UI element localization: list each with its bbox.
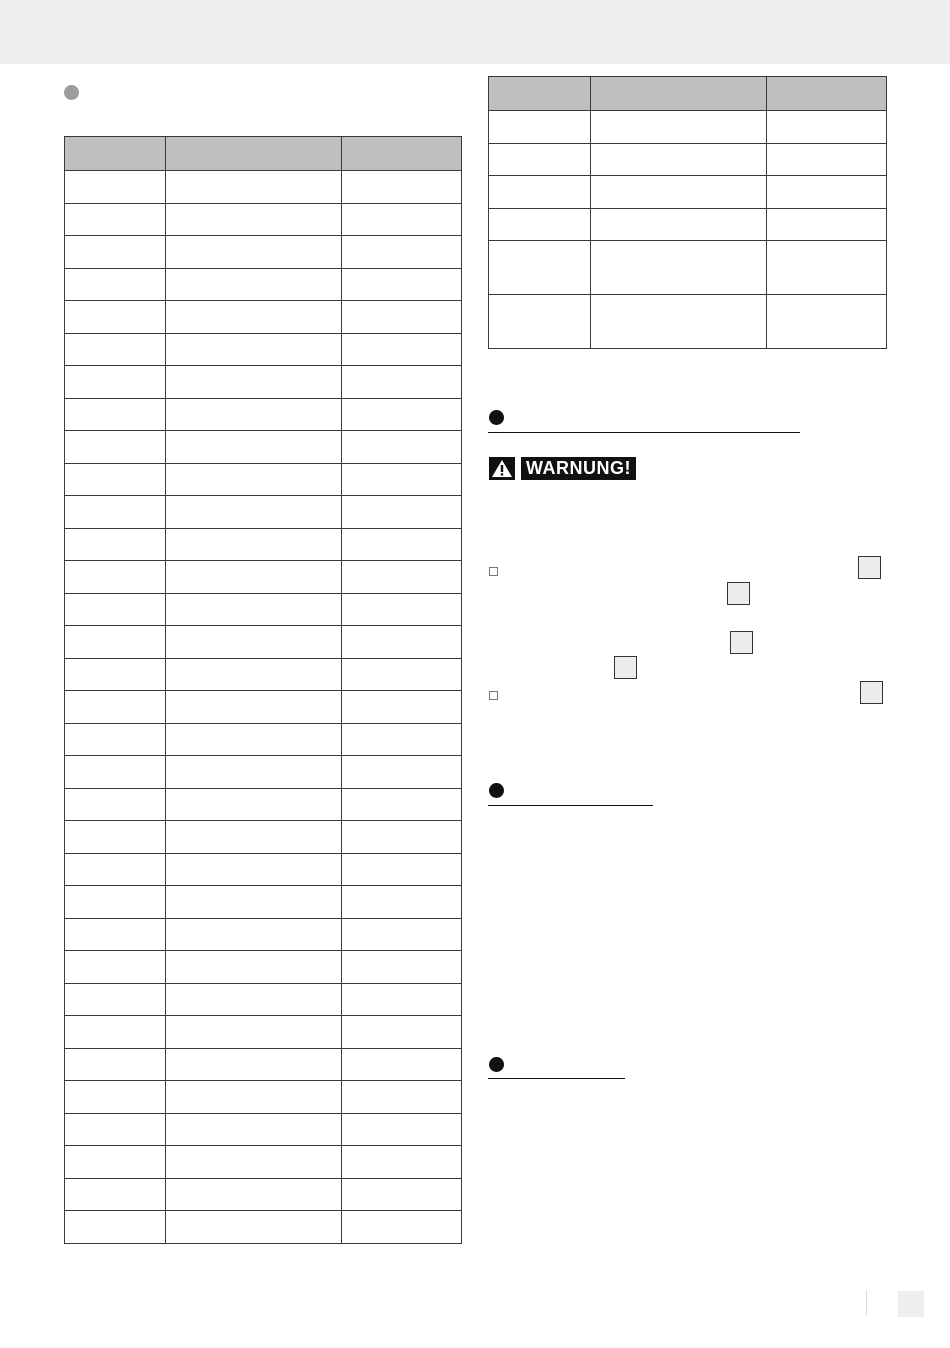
table-cell <box>166 561 342 594</box>
table-cell <box>489 143 591 176</box>
table-cell <box>342 886 462 919</box>
table-cell <box>65 1016 166 1049</box>
table-cell <box>342 1211 462 1244</box>
table-cell <box>342 788 462 821</box>
table-cell <box>166 496 342 529</box>
section-heading-rule <box>488 432 800 433</box>
table-cell <box>342 203 462 236</box>
table-cell <box>65 398 166 431</box>
table-cell <box>65 366 166 399</box>
table-row <box>489 143 887 176</box>
table-cell <box>342 723 462 756</box>
table-cell <box>342 1146 462 1179</box>
table-cell <box>65 918 166 951</box>
table-cell <box>166 236 342 269</box>
table-cell <box>65 268 166 301</box>
table-row <box>489 208 887 241</box>
table-row <box>65 333 462 366</box>
table-row <box>65 951 462 984</box>
table-cell <box>65 171 166 204</box>
table-row <box>65 496 462 529</box>
table-cell <box>166 203 342 236</box>
table-row <box>65 886 462 919</box>
table-row <box>65 756 462 789</box>
table-cell <box>166 788 342 821</box>
table-row <box>65 853 462 886</box>
table-cell <box>65 431 166 464</box>
table-cell <box>65 1048 166 1081</box>
table-cell <box>166 626 342 659</box>
table-row <box>65 561 462 594</box>
section-heading-rule <box>488 805 653 806</box>
table-cell <box>767 241 887 295</box>
table-cell <box>342 171 462 204</box>
table-cell <box>65 203 166 236</box>
table-cell <box>767 111 887 144</box>
table-row <box>65 398 462 431</box>
table-cell <box>342 593 462 626</box>
table-cell <box>166 1211 342 1244</box>
table-row <box>65 301 462 334</box>
table-cell <box>65 723 166 756</box>
table-cell <box>342 561 462 594</box>
table-cell <box>591 111 767 144</box>
section-marker-dot <box>489 410 504 425</box>
table-cell <box>65 301 166 334</box>
table-cell <box>166 1016 342 1049</box>
table-row <box>65 1113 462 1146</box>
table-row <box>65 821 462 854</box>
table-cell <box>65 1113 166 1146</box>
table-cell <box>489 241 591 295</box>
table-row <box>489 111 887 144</box>
table-cell <box>65 886 166 919</box>
table-row <box>65 528 462 561</box>
reference-number-box <box>730 631 753 654</box>
table-cell <box>166 983 342 1016</box>
table-cell <box>65 1211 166 1244</box>
bullet-checkbox <box>489 567 498 576</box>
table-row <box>65 691 462 724</box>
table-row <box>65 788 462 821</box>
table-cell <box>166 398 342 431</box>
table-cell <box>767 208 887 241</box>
table-cell <box>166 1081 342 1114</box>
table-row <box>65 1211 462 1244</box>
table-cell <box>65 756 166 789</box>
section-marker-dot <box>489 783 504 798</box>
table-cell <box>166 658 342 691</box>
table-cell <box>166 723 342 756</box>
table-row <box>65 723 462 756</box>
table-cell <box>166 301 342 334</box>
table-cell <box>65 1178 166 1211</box>
table-cell <box>166 886 342 919</box>
table-cell <box>489 295 591 349</box>
table-cell <box>342 756 462 789</box>
table-cell <box>342 496 462 529</box>
table-cell <box>342 821 462 854</box>
table-row <box>65 171 462 204</box>
table-cell <box>489 176 591 209</box>
table-cell <box>65 463 166 496</box>
table-cell <box>342 691 462 724</box>
table-header-cell <box>166 137 342 171</box>
table-row <box>65 203 462 236</box>
table-cell <box>342 918 462 951</box>
table-row <box>65 268 462 301</box>
table-header-cell <box>342 137 462 171</box>
table-cell <box>166 1178 342 1211</box>
table-row <box>65 1016 462 1049</box>
table-cell <box>767 295 887 349</box>
table-cell <box>65 821 166 854</box>
table-row <box>65 593 462 626</box>
warning-label: WARNUNG! <box>521 457 636 480</box>
section-marker-dot <box>64 85 79 100</box>
table-cell <box>166 853 342 886</box>
reference-number-box <box>614 656 637 679</box>
table-row <box>65 626 462 659</box>
table-cell <box>342 236 462 269</box>
table-row <box>65 918 462 951</box>
table-cell <box>342 626 462 659</box>
table-cell <box>166 171 342 204</box>
table-header-cell <box>489 77 591 111</box>
table-cell <box>591 176 767 209</box>
table-cell <box>591 143 767 176</box>
table-cell <box>342 983 462 1016</box>
table-cell <box>342 1113 462 1146</box>
table-cell <box>166 821 342 854</box>
table-cell <box>342 528 462 561</box>
bullet-checkbox <box>489 691 498 700</box>
table-row <box>65 236 462 269</box>
table-row <box>65 1146 462 1179</box>
section-heading-rule <box>488 1078 625 1079</box>
table-cell <box>767 143 887 176</box>
table-cell <box>342 268 462 301</box>
footer-divider <box>866 1290 867 1316</box>
reference-number-box <box>858 556 881 579</box>
table-cell <box>166 1113 342 1146</box>
table-row <box>65 983 462 1016</box>
table-cell <box>489 208 591 241</box>
table-cell <box>65 1081 166 1114</box>
table-cell <box>342 1178 462 1211</box>
table-cell <box>342 1081 462 1114</box>
table-cell <box>591 241 767 295</box>
table-cell <box>65 788 166 821</box>
table-cell <box>65 691 166 724</box>
table-cell <box>342 1016 462 1049</box>
table-cell <box>342 658 462 691</box>
table-row <box>65 1048 462 1081</box>
table-cell <box>342 951 462 984</box>
table-row <box>65 1081 462 1114</box>
table-cell <box>342 398 462 431</box>
table-cell <box>65 1146 166 1179</box>
table-cell <box>342 463 462 496</box>
table-cell <box>342 333 462 366</box>
table-cell <box>489 111 591 144</box>
table-cell <box>342 853 462 886</box>
table-row <box>489 241 887 295</box>
table-cell <box>166 333 342 366</box>
table-row <box>65 431 462 464</box>
table-cell <box>65 983 166 1016</box>
table-cell <box>65 333 166 366</box>
table-row <box>65 1178 462 1211</box>
table-cell <box>65 236 166 269</box>
table-header-row <box>65 137 462 171</box>
table-cell <box>166 431 342 464</box>
table-cell <box>166 1048 342 1081</box>
table-cell <box>166 918 342 951</box>
table-cell <box>166 1146 342 1179</box>
table-cell <box>65 951 166 984</box>
table-cell <box>767 176 887 209</box>
table-cell <box>342 301 462 334</box>
table-cell <box>166 268 342 301</box>
table-cell <box>166 463 342 496</box>
table-header-cell <box>65 137 166 171</box>
page-number-box <box>898 1291 924 1317</box>
table-row <box>489 295 887 349</box>
table-cell <box>65 853 166 886</box>
table-cell <box>65 528 166 561</box>
page-header-band <box>0 0 950 64</box>
table-cell <box>65 561 166 594</box>
table-cell <box>591 295 767 349</box>
table-cell <box>166 691 342 724</box>
table-header-row <box>489 77 887 111</box>
parts-table-left <box>64 136 462 1244</box>
table-cell <box>65 496 166 529</box>
table-cell <box>166 593 342 626</box>
table-row <box>65 366 462 399</box>
table-cell <box>166 528 342 561</box>
table-cell <box>65 626 166 659</box>
reference-number-box <box>727 582 750 605</box>
table-cell <box>65 593 166 626</box>
table-row <box>489 176 887 209</box>
table-cell <box>342 431 462 464</box>
table-header-cell <box>767 77 887 111</box>
section-marker-dot <box>489 1057 504 1072</box>
table-cell <box>65 658 166 691</box>
reference-number-box <box>860 681 883 704</box>
table-cell <box>342 1048 462 1081</box>
table-cell <box>166 756 342 789</box>
table-cell <box>166 366 342 399</box>
table-row <box>65 658 462 691</box>
parts-table-right <box>488 76 887 349</box>
table-cell <box>591 208 767 241</box>
table-cell <box>342 366 462 399</box>
table-row <box>65 463 462 496</box>
table-cell <box>166 951 342 984</box>
table-header-cell <box>591 77 767 111</box>
warning-triangle-icon <box>489 457 515 480</box>
